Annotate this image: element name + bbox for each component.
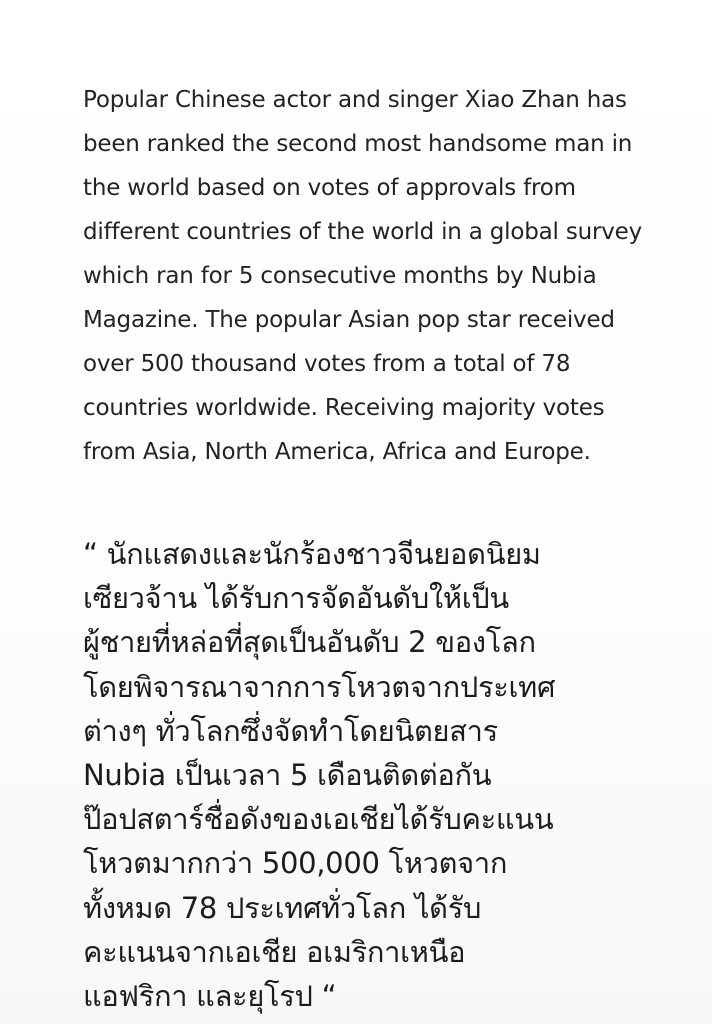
english-line: been ranked the second most handsome man in: [83, 131, 633, 157]
thai-line: เซียวจ้าน ได้รับการจัดอันดับให้เป็น: [83, 581, 509, 616]
english-line: the world based on votes of approvals from: [83, 175, 576, 201]
thai-line: Nubia เป็นเวลา 5 เดือนติดต่อกัน: [83, 758, 492, 793]
english-paragraph: [83, 78, 642, 474]
thai-paragraph: [83, 532, 555, 1018]
english-line: countries worldwide. Receiving majority votes: [83, 395, 605, 421]
english-line: over 500 thousand votes from a total of 78: [83, 351, 571, 377]
thai-line: คะแนนจากเอเชีย อเมริกาเหนือ: [83, 934, 466, 969]
thai-line: โหวตมากกว่า 500,000 โหวตจาก: [83, 846, 508, 881]
english-line: Magazine. The popular Asian pop star received: [83, 307, 615, 333]
thai-line: ทั้งหมด 78 ประเทศทั่วโลก ได้รับ: [83, 890, 482, 925]
english-line: which ran for 5 consecutive months by Nubia: [83, 263, 597, 289]
thai-line: โดยพิจารณาจากการโหวตจากประเทศ: [83, 669, 556, 704]
thai-line: ผู้ชายที่หล่อที่สุดเป็นอันดับ 2 ของโลก: [83, 625, 536, 660]
english-line: Popular Chinese actor and singer Xiao Zhan has: [83, 87, 627, 113]
thai-line: ต่างๆ ทั่วโลกซึ่งจัดทำโดยนิตยสาร: [83, 713, 498, 748]
thai-line: แอฟริกา และยุโรป “: [83, 979, 337, 1014]
thai-line: “ นักแสดงและนักร้องชาวจีนยอดนิยม: [83, 537, 541, 571]
english-line: from Asia, North America, Africa and Europe.: [83, 439, 591, 465]
thai-line: ป๊อปสตาร์ชื่อดังของเอเชียได้รับคะแนน: [83, 802, 554, 837]
english-line: different countries of the world in a global survey: [83, 219, 643, 245]
